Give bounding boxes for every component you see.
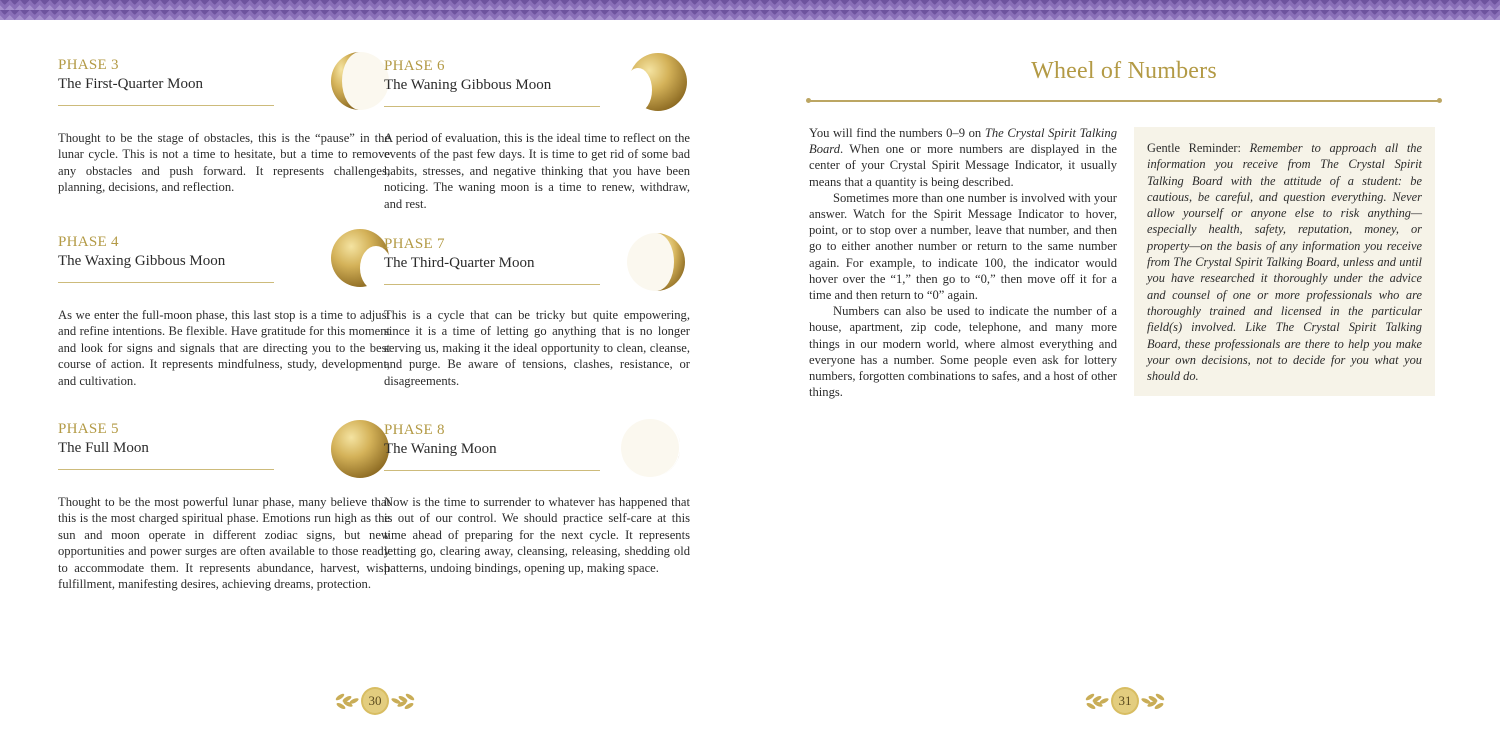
book-title: The Crystal Spirit Talking Board bbox=[809, 126, 1117, 157]
paragraph-text: You will find the numbers 0–9 on bbox=[809, 126, 985, 140]
phase-description: Thought to be the stage of obstacles, this is the “pause” in the lunar cycle. This is not a time to hesitate, but a time to remove any obstacles and push forward. It represents challenges, planning, decisions, and reflection. bbox=[58, 131, 390, 195]
phase-name: The Waning Moon bbox=[384, 441, 497, 457]
phase-8-block bbox=[384, 422, 690, 576]
phase-description: A period of evaluation, this is the ideal time to reflect on the events of the past few days. It is time to get rid of some bad habits, stresses, and negative thinking that you have been noticing. The waning moon is a time to renew, withdraw, and rest. bbox=[384, 131, 690, 211]
phase-5-block bbox=[58, 421, 390, 592]
phase-number: PHASE 8 bbox=[384, 422, 445, 438]
divider bbox=[58, 469, 274, 470]
paragraph bbox=[809, 125, 1117, 190]
paragraph: Sometimes more than one number is involved with your answer. Watch for the Spirit Message Indicator to hover, point, or to stop over a number, leave that number, and then go to either another number or return to the same number again. For example, to indicate 100, the indicator would hover over the “1,” then go to “0,” then move off it for a time and then return to “0” again. bbox=[809, 190, 1117, 303]
title-divider bbox=[808, 100, 1440, 102]
paragraph: Numbers can also be used to indicate the number of a house, apartment, zip code, telephone, and many more things in our modern world, where almost everything and everyone has a number. Some people even ask for lottery numbers, forgotten combinations to safes, and a host of other things. bbox=[809, 304, 1117, 400]
reminder-text: Remember to approach all the information you receive from The Crystal Spirit Talking Board with the attitude of a student: be cautious, be careful, and question everything. Never allow yourself or anyone else to risk anything—especially health, safety, reputation, money, or property—on the basis of any information you receive from The Crystal Spirit Talking Board, unless and until you have researched it thoroughly under the advice and counsel of one or more professionals who are thoroughly trained and licensed in the particular field(s) involved. Like The Crystal Spirit Talking Board, these professionals are there to help you make your own decisions, not to decide for you what you should do. bbox=[1147, 141, 1422, 384]
phase-4-block bbox=[58, 234, 390, 389]
waxing-gibbous-moon-icon bbox=[330, 228, 390, 288]
gentle-reminder-box bbox=[1134, 127, 1435, 396]
phase-number: PHASE 5 bbox=[58, 421, 119, 437]
reminder-label: Gentle Reminder: bbox=[1147, 141, 1241, 155]
decorative-top-band bbox=[0, 0, 1500, 20]
page-title: Wheel of Numbers bbox=[1031, 58, 1217, 84]
paragraph-text: . When one or more numbers are displayed in the center of your Crystal Spirit Message Indicator, it usually means that a quantity is being described. bbox=[809, 142, 1117, 189]
first-quarter-moon-icon bbox=[330, 51, 390, 111]
page-number: 31 bbox=[1118, 693, 1132, 708]
divider bbox=[384, 470, 600, 471]
divider bbox=[58, 105, 274, 106]
waning-crescent-moon-icon bbox=[620, 418, 680, 478]
divider bbox=[58, 282, 274, 283]
phase-description: Now is the time to surrender to whatever has happened that is out of our control. We should practice self-care at this time ahead of preparing for the next cycle. It represents letting go, clearing away, cleansing, releasing, shedding old patterns, undoing bindings, opening up, making space. bbox=[384, 495, 690, 575]
phase-3-block bbox=[58, 57, 390, 196]
phase-description: As we enter the full-moon phase, this last stop is a time to adjust and refine intentions. Be flexible. Have gratitude for this moment and look for signs and signals that are directing you to the best course of action. It represents mindfulness, study, development, and cultivation. bbox=[58, 308, 390, 388]
divider bbox=[384, 284, 600, 285]
phase-name: The Full Moon bbox=[58, 440, 149, 456]
phase-number: PHASE 4 bbox=[58, 234, 119, 250]
phase-description: Thought to be the most powerful lunar phase, many believe that this is the most charged spiritual phase. Emotions run high as the sun and moon operate in different zodiac signs, but new opportunities and power surges are often available to those ready to accommodate them. It represents abundance, harvest, wish fulfillment, manifesting desires, achieving dreams, protection. bbox=[58, 495, 390, 592]
phase-name: The Waning Gibbous Moon bbox=[384, 77, 552, 93]
wheel-of-numbers-text bbox=[809, 125, 1117, 400]
third-quarter-moon-icon bbox=[626, 232, 686, 292]
phase-name: The First-Quarter Moon bbox=[58, 76, 203, 92]
page-number-right bbox=[1080, 686, 1170, 716]
page-number: 30 bbox=[368, 693, 382, 708]
phase-description: This is a cycle that can be tricky but quite empowering, since it is a time of letting go anything that is no longer serving us, making it the ideal opportunity to clean, cleanse, and purge. Be aware of tensions, clashes, resistance, or disagreements. bbox=[384, 308, 690, 388]
full-moon-icon bbox=[330, 419, 390, 479]
waning-gibbous-moon-icon bbox=[628, 52, 688, 112]
phase-6-block bbox=[384, 58, 690, 212]
phase-name: The Third-Quarter Moon bbox=[384, 255, 535, 271]
phase-number: PHASE 3 bbox=[58, 57, 119, 73]
phase-number: PHASE 7 bbox=[384, 236, 445, 252]
divider bbox=[384, 106, 600, 107]
phase-name: The Waxing Gibbous Moon bbox=[58, 253, 226, 269]
phase-number: PHASE 6 bbox=[384, 58, 445, 74]
phase-7-block bbox=[384, 236, 690, 389]
page-number-left bbox=[330, 686, 420, 716]
